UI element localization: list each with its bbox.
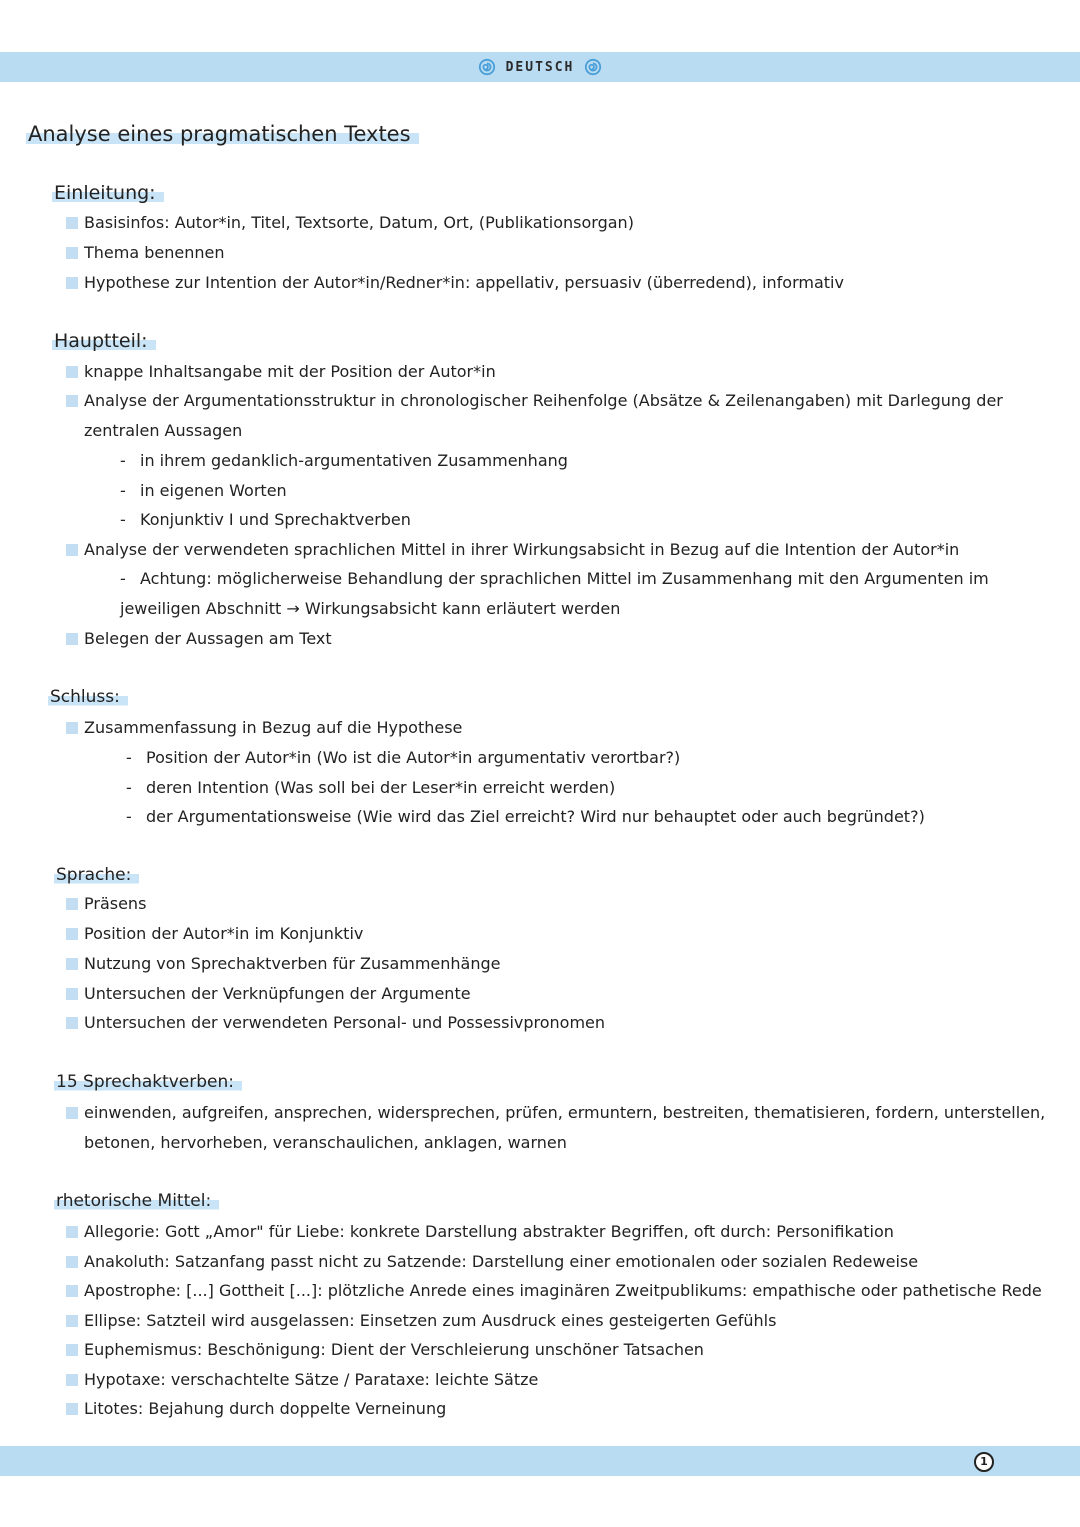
sub-item: - Position der Autor*in (Wo ist die Autor*in argumentativ verortbar?): [126, 748, 681, 767]
bullet-icon: [66, 1403, 78, 1415]
list-item: Untersuchen der Verknüpfungen der Argumente: [66, 984, 471, 1003]
list-item: Anakoluth: Satzanfang passt nicht zu Satzende: Darstellung einer emotionalen oder sozialen Redeweise: [66, 1252, 918, 1271]
list-item: Allegorie: Gott „Amor" für Liebe: konkrete Darstellung abstrakter Begriffen, oft durch: Personifikation: [66, 1222, 894, 1241]
subject-label: DEUTSCH: [505, 59, 575, 75]
list-item: Präsens: [66, 894, 146, 913]
bullet-icon: [66, 1285, 78, 1297]
sub-item: - Konjunktiv I und Sprechaktverben: [120, 510, 411, 529]
bullet-icon: [66, 1256, 78, 1268]
list-item: einwenden, aufgreifen, ansprechen, widersprechen, prüfen, ermuntern, bestreiten, thematisieren, fordern, unterstellen, betonen, hervorheben, veranschaulichen, anklagen, warnen: [66, 1098, 1056, 1158]
list-item: Hypotaxe: verschachtelte Sätze / Parataxe: leichte Sätze: [66, 1370, 538, 1389]
list-item: Euphemismus: Beschönigung: Dient der Verschleierung unschöner Tatsachen: [66, 1340, 704, 1359]
bullet-icon: [66, 1374, 78, 1386]
heading-rhetorische-mittel: rhetorische Mittel:: [54, 1191, 219, 1211]
sub-item: - Achtung: möglicherweise Behandlung der sprachlichen Mittel im Zusammenhang mit den Argumenten im jeweiligen Abschnitt → Wirkungsabsicht kann erläutert werden: [120, 569, 989, 618]
sub-item: - der Argumentationsweise (Wie wird das Ziel erreicht? Wird nur behauptet oder auch begründet?): [126, 807, 925, 826]
bullet-icon: [66, 366, 78, 378]
list-item: Ellipse: Satzteil wird ausgelassen: Einsetzen zum Ausdruck eines gesteigerten Gefühls: [66, 1311, 776, 1330]
sub-item: - in eigenen Worten: [120, 481, 287, 500]
list-item: Belegen der Aussagen am Text: [66, 629, 332, 648]
list-item: Litotes: Bejahung durch doppelte Verneinung: [66, 1399, 446, 1418]
bullet-icon: [66, 988, 78, 1000]
spiral-icon: [478, 58, 496, 76]
bullet-icon: [66, 1017, 78, 1029]
heading-hauptteil: Hauptteil:: [52, 330, 156, 352]
list-item: Position der Autor*in im Konjunktiv: [66, 924, 363, 943]
list-item: Nutzung von Sprechaktverben für Zusammenhänge: [66, 954, 501, 973]
header-band: [0, 52, 1080, 82]
bullet-icon: [66, 277, 78, 289]
bullet-icon: [66, 544, 78, 556]
list-item: Apostrophe: [...] Gottheit [...]: plötzliche Anrede eines imaginären Zweitpublikums: empathische oder pathetische Rede: [66, 1281, 1042, 1300]
bullet-icon: [66, 958, 78, 970]
heading-einleitung: Einleitung:: [52, 182, 164, 204]
heading-sprechaktverben: 15 Sprechaktverben:: [54, 1072, 242, 1092]
sub-item: - deren Intention (Was soll bei der Leser*in erreicht werden): [126, 778, 616, 797]
bullet-icon: [66, 395, 78, 407]
bullet-icon: [66, 898, 78, 910]
spiral-icon: [584, 58, 602, 76]
page-title: Analyse eines pragmatischen Textes: [26, 122, 419, 146]
bullet-icon: [66, 217, 78, 229]
list-item: Basisinfos: Autor*in, Titel, Textsorte, Datum, Ort, (Publikationsorgan): [66, 213, 634, 232]
bullet-icon: [66, 247, 78, 259]
list-item: knappe Inhaltsangabe mit der Position der Autor*in: [66, 362, 496, 381]
bullet-icon: [66, 1226, 78, 1238]
bullet-icon: [66, 633, 78, 645]
footer-band: [0, 1446, 1080, 1476]
bullet-icon: [66, 722, 78, 734]
page-number: 1: [974, 1452, 994, 1472]
bullet-icon: [66, 1315, 78, 1327]
list-item: Untersuchen der verwendeten Personal- und Possessivpronomen: [66, 1013, 605, 1032]
list-item: Thema benennen: [66, 243, 224, 262]
list-item: Zusammenfassung in Bezug auf die Hypothese: [66, 718, 462, 737]
bullet-icon: [66, 1344, 78, 1356]
sub-item: - in ihrem gedanklich-argumentativen Zusammenhang: [120, 451, 568, 470]
heading-sprache: Sprache:: [54, 865, 139, 885]
bullet-icon: [66, 928, 78, 940]
list-item: Analyse der verwendeten sprachlichen Mittel in ihrer Wirkungsabsicht in Bezug auf die Intention der Autor*in: [66, 540, 959, 559]
bullet-icon: [66, 1107, 78, 1119]
heading-schluss: Schluss:: [48, 687, 128, 707]
list-item: Analyse der Argumentationsstruktur in chronologischer Reihenfolge (Absätze & Zeilenangaben) mit Darlegung der zentralen Aussagen: [66, 386, 1041, 446]
list-item: Hypothese zur Intention der Autor*in/Redner*in: appellativ, persuasiv (überredend), informativ: [66, 273, 844, 292]
